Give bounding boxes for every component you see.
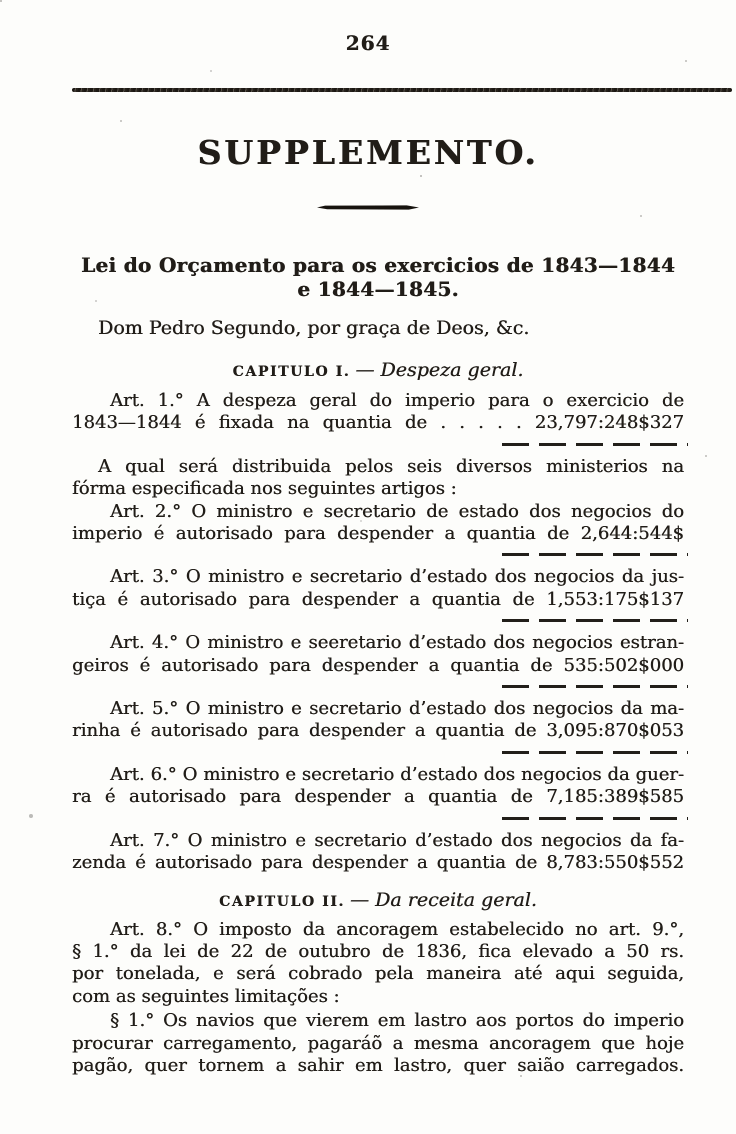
text-line: zenda é autorisado para despender a quantia de 8,783:550$552 bbox=[72, 852, 684, 874]
title-divider bbox=[317, 205, 419, 210]
text-line: Art. 1.° A despeza geral do imperio para o exercicio de bbox=[110, 390, 684, 411]
amount-rule bbox=[502, 817, 688, 820]
text-line: imperio é autorisado para despender a quantia de 2,644:544$ bbox=[72, 523, 684, 545]
text-line: Art. 8.° O imposto da ancoragem estabelecido no art. 9.°, bbox=[110, 918, 684, 940]
text-line: por tonelada, e será cobrado pela maneira até aqui seguida, bbox=[72, 963, 684, 985]
law-title-line-2: e 1844—1845. bbox=[297, 277, 459, 301]
text-line: A qual será distribuida pelos seis diversos ministerios na bbox=[98, 455, 684, 477]
chapter-1-label: CAPITULO I. bbox=[232, 364, 351, 380]
text-line: Art. 2.° O ministro e secretario de estado dos negocios do bbox=[110, 500, 684, 522]
text-line: Art. 6.° O ministro e secretario d’estado dos negocios da guer- bbox=[110, 763, 684, 785]
scan-speckles bbox=[0, 0, 2, 2]
page-number: 264 bbox=[345, 31, 391, 55]
text-line: Art. 5.° O ministro e secretario d’estado dos negocios da ma- bbox=[110, 698, 684, 720]
top-rule bbox=[72, 88, 732, 92]
text-line: § 1.° da lei de 22 de outubro de 1836, fica elevado a 50 rs. bbox=[72, 940, 684, 962]
chapter-2-title: — Da receita geral. bbox=[350, 888, 537, 911]
amount-rule bbox=[502, 553, 688, 556]
text-line: fórma especificada nos seguintes artigos : bbox=[72, 478, 457, 500]
article-5 bbox=[72, 698, 684, 743]
article-3 bbox=[72, 566, 684, 611]
text-line: Art. 7.° O ministro e secretario d’estado dos negocios da fa- bbox=[110, 829, 684, 851]
page-title: SUPPLEMENTO. bbox=[197, 133, 539, 172]
article-8 bbox=[72, 919, 684, 1009]
text-line: ra é autorisado para despender a quantia de 7,185:389$585 bbox=[72, 786, 684, 808]
article-6 bbox=[72, 764, 684, 809]
text-line: § 1.° Os navios que vierem em lastro aos portos do imperio bbox=[110, 1010, 684, 1032]
salutation: Dom Pedro Segundo, por graça de Deos, &c. bbox=[98, 317, 530, 339]
amount-rule bbox=[502, 751, 688, 754]
amount-rule bbox=[502, 619, 688, 622]
chapter-2-heading bbox=[72, 889, 684, 913]
text-line: pagão, quer tornem a sahir em lastro, quer saião carregados. bbox=[72, 1054, 684, 1076]
text-line: 1843—1844 é fixada na quantia de . . . . . 23,797:248$327 bbox=[72, 412, 684, 434]
article-7 bbox=[72, 830, 684, 875]
article-4 bbox=[72, 632, 684, 677]
intro-paragraph bbox=[72, 456, 684, 501]
paragraph-1 bbox=[72, 1010, 684, 1077]
amount-rule bbox=[502, 685, 688, 688]
article-2 bbox=[72, 501, 684, 546]
chapter-1-heading bbox=[72, 359, 684, 383]
text-line: com as seguintes limitações : bbox=[72, 985, 340, 1007]
text-line: procurar carregamento, pagaráõ a mesma ancoragem que hoje bbox=[72, 1032, 684, 1054]
law-title bbox=[72, 253, 684, 301]
text-line: tiça é autorisado para despender a quantia de 1,553:175$137 bbox=[72, 588, 684, 610]
law-title-line-1: Lei do Orçamento para os exercicios de 1843—1844 bbox=[80, 253, 676, 277]
text-line: Art. 4.° O ministro e seeretario d’estado dos negocios estran- bbox=[110, 632, 684, 654]
text-line: geiros é autorisado para despender a quantia de 535:502$000 bbox=[72, 654, 684, 676]
article-1 bbox=[72, 390, 684, 435]
chapter-2-label: CAPITULO II. bbox=[219, 893, 345, 910]
text-line: Art. 3.° O ministro e secretario d’estado dos negocios da jus- bbox=[110, 566, 684, 588]
chapter-1-title: — Despeza geral. bbox=[355, 359, 524, 381]
amount-rule bbox=[502, 443, 688, 446]
text-line: rinha é autorisado para despender a quantia de 3,095:870$053 bbox=[72, 720, 684, 742]
